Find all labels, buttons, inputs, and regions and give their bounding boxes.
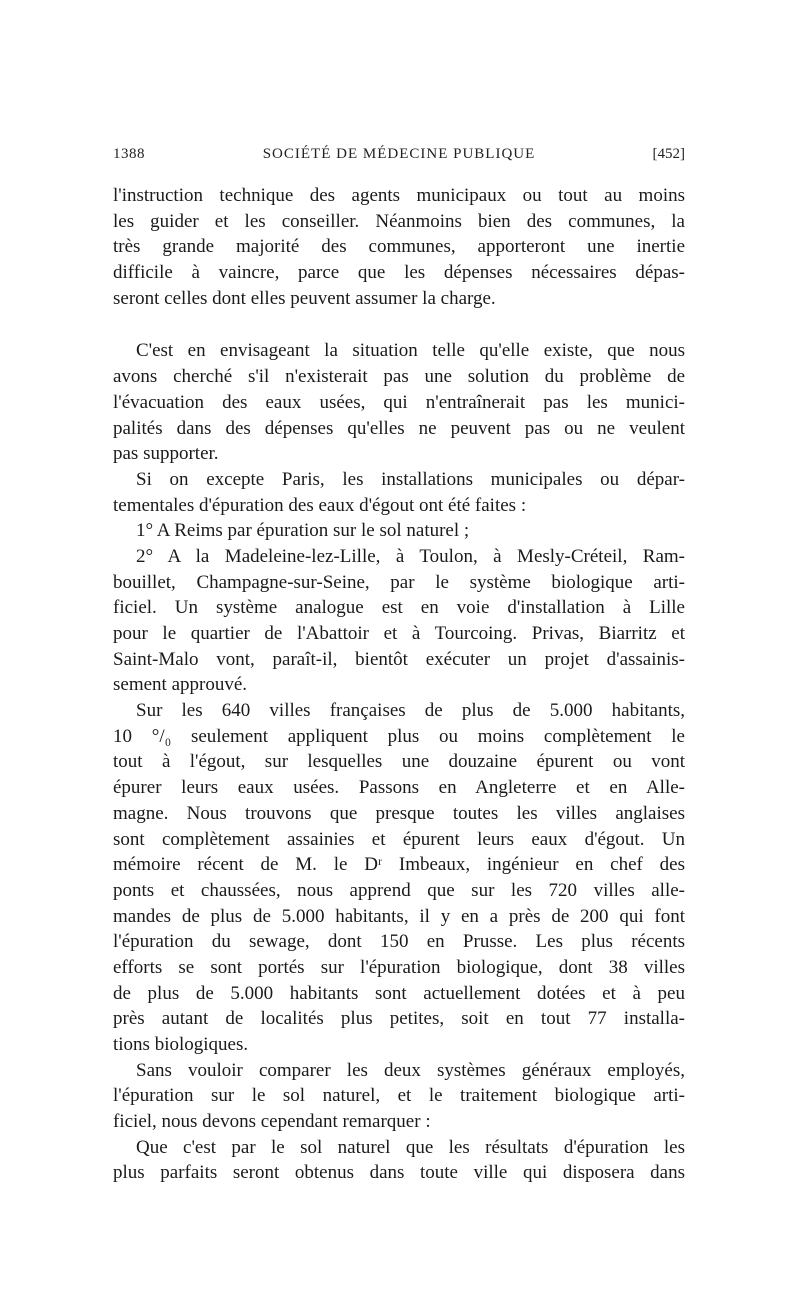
text-line: ficiel. Un système analogue est en voie d'installation à Lille xyxy=(113,597,685,619)
text-line: tout à l'égout, sur lesquelles une douzaine épurent ou vont xyxy=(113,751,685,773)
text-line: palités dans des dépenses qu'elles ne peuvent pas ou ne veulent xyxy=(113,417,685,439)
running-title: SOCIÉTÉ DE MÉDECINE PUBLIQUE xyxy=(262,146,536,162)
text-line: plus parfaits seront obtenus dans toute ville qui disposera dans xyxy=(113,1162,685,1184)
text-line: Saint-Malo vont, paraît-il, bientôt exécuter un projet d'assainis- xyxy=(113,648,685,670)
text-line: épurer leurs eaux usées. Passons en Angleterre et en Alle- xyxy=(113,777,685,799)
text-line: tions biologiques. xyxy=(113,1034,249,1055)
paragraph xyxy=(113,183,685,311)
body-text xyxy=(113,183,685,1186)
text-line: sont complètement assainies et épurent leurs eaux d'égout. Un xyxy=(113,828,685,850)
text-line: Sur les 640 villes françaises de plus de 5.000 habitants, xyxy=(136,700,685,722)
text-line: ponts et chaussées, nous apprend que sur les 720 villes alle- xyxy=(113,879,685,901)
text-line: l'épuration du sewage, dont 150 en Prusse. Les plus récents xyxy=(113,931,685,953)
paragraph xyxy=(113,1135,685,1186)
text-line: bouillet, Champagne-sur-Seine, par le système biologique arti- xyxy=(113,571,685,593)
paragraph-gap xyxy=(113,311,685,338)
text-line: Si on excepte Paris, les installations municipales ou dépar- xyxy=(136,468,685,490)
text-line: Que c'est par le sol naturel que les résultats d'épuration les xyxy=(136,1136,685,1158)
text-line: Sans vouloir comparer les deux systèmes généraux employés, xyxy=(136,1059,685,1081)
text-line: 10 °/₀ seulement appliquent plus ou moins complètement le xyxy=(113,725,685,747)
text-line: les guider et les conseiller. Néanmoins bien des communes, la xyxy=(113,210,685,232)
paragraph xyxy=(113,467,685,518)
page-number: 1388 xyxy=(113,146,145,162)
paragraph xyxy=(113,698,685,1058)
section-reference: [452] xyxy=(652,146,685,162)
text-line: 2° A la Madeleine-lez-Lille, à Toulon, à Mesly-Créteil, Ram- xyxy=(136,545,685,567)
paragraph xyxy=(113,544,685,698)
text-line: près autant de localités plus petites, soit en tout 77 installa- xyxy=(113,1008,685,1030)
text-line: seront celles dont elles peuvent assumer la charge. xyxy=(113,287,496,309)
text-line: l'évacuation des eaux usées, qui n'entraînerait pas les munici- xyxy=(113,391,685,413)
text-line: avons cherché s'il n'existerait pas une solution du problème de xyxy=(113,366,685,388)
text-line: sement approuvé. xyxy=(113,674,248,696)
text-line: l'instruction technique des agents municipaux ou tout au moins xyxy=(113,185,685,206)
text-line: efforts se sont portés sur l'épuration biologique, dont 38 villes xyxy=(113,956,685,978)
paragraph xyxy=(113,518,685,544)
text-line: pour le quartier de l'Abattoir et à Tourcoing. Privas, Biarritz et xyxy=(113,623,685,644)
paragraph xyxy=(113,338,685,466)
text-line: très grande majorité des communes, apporteront une inertie xyxy=(113,236,685,258)
paragraph xyxy=(113,1058,685,1135)
text-line: difficile à vaincre, parce que les dépenses nécessaires dépas- xyxy=(113,262,685,284)
text-line: ficiel, nous devons cependant remarquer : xyxy=(113,1111,431,1133)
text-line: l'épuration sur le sol naturel, et le traitement biologique arti- xyxy=(113,1085,685,1107)
text-line: mémoire récent de M. le Dʳ Imbeaux, ingénieur en chef des xyxy=(113,854,685,876)
text-line: mandes de plus de 5.000 habitants, il y en a près de 200 qui font xyxy=(113,905,685,927)
text-line: tementales d'épuration des eaux d'égout ont été faites : xyxy=(113,494,527,516)
text-line: C'est en envisageant la situation telle qu'elle existe, que nous xyxy=(136,340,685,362)
text-line: magne. Nous trouvons que presque toutes les villes anglaises xyxy=(113,802,685,824)
text-line: de plus de 5.000 habitants sont actuellement dotées et à peu xyxy=(113,982,685,1004)
running-header xyxy=(113,146,685,170)
text-line: pas supporter. xyxy=(113,443,219,465)
text-line: 1° A Reims par épuration sur le sol naturel ; xyxy=(136,520,470,542)
